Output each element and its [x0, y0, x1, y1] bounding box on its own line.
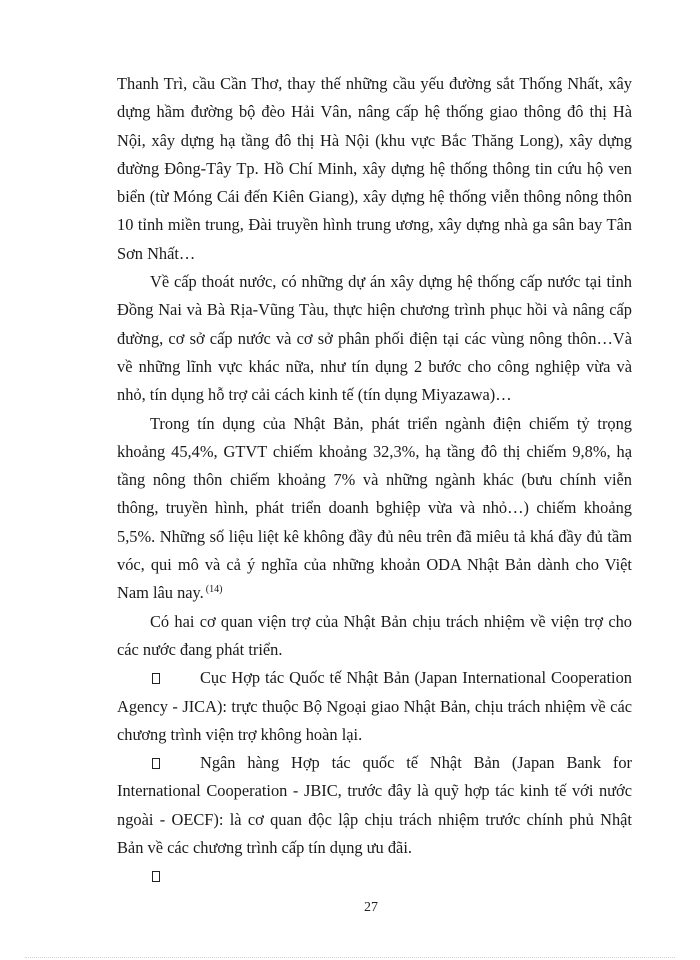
paragraph-first-line: Có hai cơ quan viện trợ của Nhật Bản chịu trách nhiệm về viện trợ cho [150, 611, 632, 631]
text-line: vóc, qui mô và cả ý nghĩa của những khoản ODA Nhật Bản dành cho Việt [117, 555, 632, 575]
text-line: Đồng Nai và Bà Rịa-Vũng Tàu, thực hiện chương trình phục hồi và nâng cấp [117, 300, 632, 320]
paragraph-first-line: Về cấp thoát nước, có những dự án xây dựng hệ thống cấp nước tại tỉnh [150, 272, 632, 292]
bullet-item [117, 749, 632, 777]
text-line: khoảng 45,4%, GTVT chiếm khoảng 32,3%, hạ tầng đô thị chiếm 9,8%, hạ [117, 441, 632, 461]
text-line: Agency - JICA): trực thuộc Bộ Ngoại giao Nhật Bản, chịu trách nhiệm về các [117, 696, 632, 716]
square-bullet-icon [152, 758, 160, 769]
text-line: Bản về các chương trình cấp tín dụng ưu đãi. [117, 838, 412, 858]
text-line [117, 579, 632, 607]
text-line: 10 tỉnh miền trung, Đài truyền hình trung ương, xây dựng nhà ga sân bay Tân [117, 215, 632, 235]
footnote-reference[interactable]: (14) [205, 584, 223, 596]
text-line: các nước đang phát triển. [117, 639, 283, 659]
body-text [117, 70, 632, 891]
text-line: biển (từ Móng Cái đến Kiên Giang), xây dựng hệ thống viễn thông nông thôn [117, 187, 632, 207]
square-bullet-icon [152, 871, 160, 882]
text-line: nhỏ, tín dụng hỗ trợ cải cách kinh tế (tín dụng Miyazawa)… [117, 385, 512, 405]
bullet-first-line: Ngân hàng Hợp tác quốc tế Nhật Bản (Japan Bank for [200, 753, 632, 773]
bullet-item [117, 664, 632, 692]
text-line: về những lĩnh vực khác nữa, như tín dụng 2 bước cho công nghiệp vừa và [117, 356, 632, 376]
bullet-first-line: Cục Hợp tác Quốc tế Nhật Bản (Japan International Cooperation [200, 668, 632, 688]
text-line: tầng nông thôn chiếm khoảng 7% và những ngành khác (bưu chính viễn [117, 470, 632, 490]
bullet-item-empty [117, 862, 632, 890]
text-line: 5,5%. Những số liệu liệt kê không đầy đủ nêu trên đã miêu tả khá đầy đủ tầm [117, 526, 632, 546]
text-line: International Cooperation - JBIC, trước đây là quỹ hợp tác kinh tế với nước [117, 781, 632, 801]
text-line: Sơn Nhất… [117, 243, 196, 263]
text-line: thông, truyền hình, phát triển doanh bghiệp vừa và nhỏ…) chiếm khoảng [117, 498, 632, 518]
paragraph-first-line: Trong tín dụng của Nhật Bản, phát triển ngành điện chiếm tỷ trọng [150, 413, 632, 433]
square-bullet-icon [152, 673, 160, 684]
page-boundary-divider [25, 957, 675, 958]
text-fragment: Nam lâu nay. [117, 583, 204, 603]
text-line: Thanh Trì, cầu Cần Thơ, thay thế những cầu yếu đường sắt Thống Nhất, xây [117, 74, 632, 93]
text-line: đường, cơ sở cấp nước và cơ sở phân phối điện tại các vùng nông thôn…Và [117, 328, 632, 348]
text-line: Nội, xây dựng hạ tầng đô thị Hà Nội (khu vực Bắc Thăng Long), xây dựng [117, 130, 632, 150]
text-line: đường Đông-Tây Tp. Hồ Chí Minh, xây dựng hệ thống thông tin cứu hộ ven [117, 158, 632, 178]
text-line: ngoài - OECF): là cơ quan độc lập chịu trách nhiệm trước chính phủ Nhật [117, 809, 632, 829]
text-line: dựng hầm đường bộ đèo Hải Vân, nâng cấp hệ thống giao thông đô thị Hà [117, 102, 632, 122]
text-line: chương trình viện trợ không hoàn lại. [117, 724, 363, 744]
page-number: 27 [364, 900, 378, 915]
